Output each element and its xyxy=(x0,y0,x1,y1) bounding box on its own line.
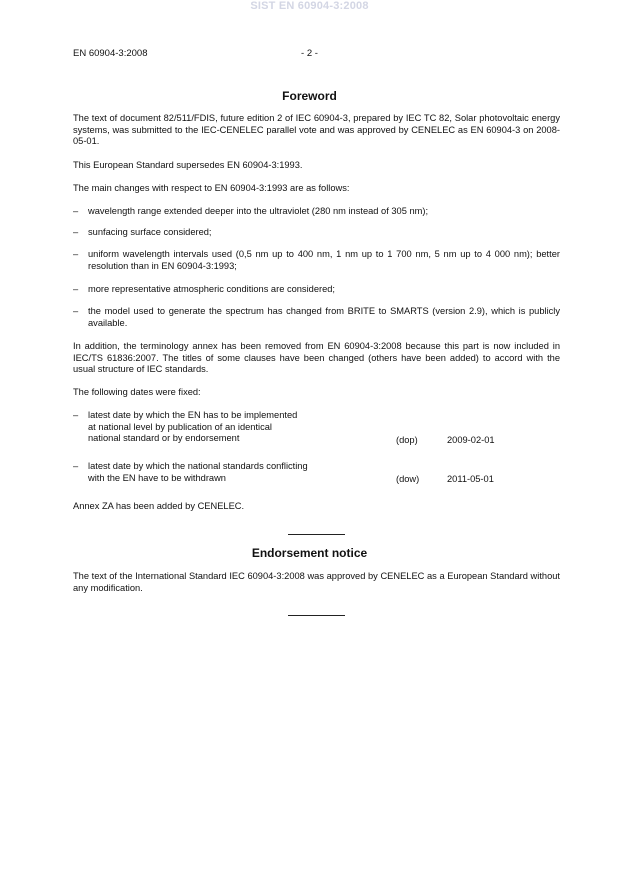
bullet-dash: – xyxy=(73,284,79,294)
foreword-intro: The text of document 82/511/FDIS, future edition 2 of IEC 60904-3, prepared by IEC TC 82, Solar photovoltaic energy systems, was submitted to the IEC-CENELEC parallel vote and was approved by CENELEC as EN 60904-3 on 2008-05-01. xyxy=(73,113,560,146)
bullet-dash: – xyxy=(73,227,79,237)
header-page-number: - 2 - xyxy=(301,48,318,59)
bullet-dash: – xyxy=(73,249,79,259)
date-item-code: (dop) xyxy=(396,435,418,445)
watermark: SIST EN 60904-3:2008 xyxy=(250,0,369,12)
date-item-value: 2011-05-01 xyxy=(447,474,494,484)
date-item-description xyxy=(88,410,348,445)
change-item-text: more representative atmospheric conditions are considered; xyxy=(88,284,336,294)
bullet-dash: – xyxy=(73,461,79,471)
foreword-title: Foreword xyxy=(282,89,337,103)
date-item-line: at national level by publication of an identical xyxy=(88,421,272,432)
change-item xyxy=(73,306,560,329)
change-item-text: uniform wavelength intervals used (0,5 nm up to 400 nm, 1 nm up to 1 700 nm, 5 nm up to 4 000 nm); better resolution than in EN 60904-3:1993; xyxy=(88,249,560,271)
change-item-text: the model used to generate the spectrum has changed from BRITE to SMARTS (version 2.9), which is publicly available. xyxy=(88,306,560,328)
date-item-line: national standard or by endorsement xyxy=(88,433,240,443)
endorsement-title: Endorsement notice xyxy=(251,546,368,560)
change-item-text: wavelength range extended deeper into the ultraviolet (280 nm instead of 305 nm); xyxy=(88,206,429,216)
bullet-dash: – xyxy=(73,410,79,420)
bullet-dash: – xyxy=(73,206,79,216)
foreword-terminology: In addition, the terminology annex has been removed from EN 60904-3:2008 because this part is now included in IEC/TS 61836:2007. The titles of some clauses have been changed (others have been added) to accord with the usual structure of IEC standards. xyxy=(73,341,560,374)
change-item xyxy=(73,249,560,272)
date-item-dow xyxy=(73,461,560,485)
date-item-dop xyxy=(73,410,560,446)
date-item-line: with the EN have to be withdrawn xyxy=(88,472,226,483)
section-divider xyxy=(288,615,345,616)
date-item-code: (dow) xyxy=(396,474,420,484)
date-item-description xyxy=(88,461,348,484)
date-item-value: 2009-02-01 xyxy=(447,435,495,445)
foreword-annex-note: Annex ZA has been added by CENELEC. xyxy=(73,501,245,511)
date-item-line: latest date by which the EN has to be implemented xyxy=(88,410,298,420)
change-item-text: sunfacing surface considered; xyxy=(88,227,212,237)
foreword-dates-intro: The following dates were fixed: xyxy=(73,387,201,397)
foreword-changes-intro: The main changes with respect to EN 60904-3:1993 are as follows: xyxy=(73,183,350,193)
endorsement-text: The text of the International Standard IEC 60904-3:2008 was approved by CENELEC as a European Standard without any modification. xyxy=(73,571,560,593)
section-divider xyxy=(288,534,345,535)
header-doc-id: EN 60904-3:2008 xyxy=(73,48,148,59)
change-item xyxy=(73,284,560,296)
date-item-line: latest date by which the national standards conflicting xyxy=(88,461,308,471)
foreword-supersedes: This European Standard supersedes EN 60904-3:1993. xyxy=(73,160,303,170)
change-item xyxy=(73,206,560,218)
change-item xyxy=(73,227,560,239)
bullet-dash: – xyxy=(73,306,79,316)
